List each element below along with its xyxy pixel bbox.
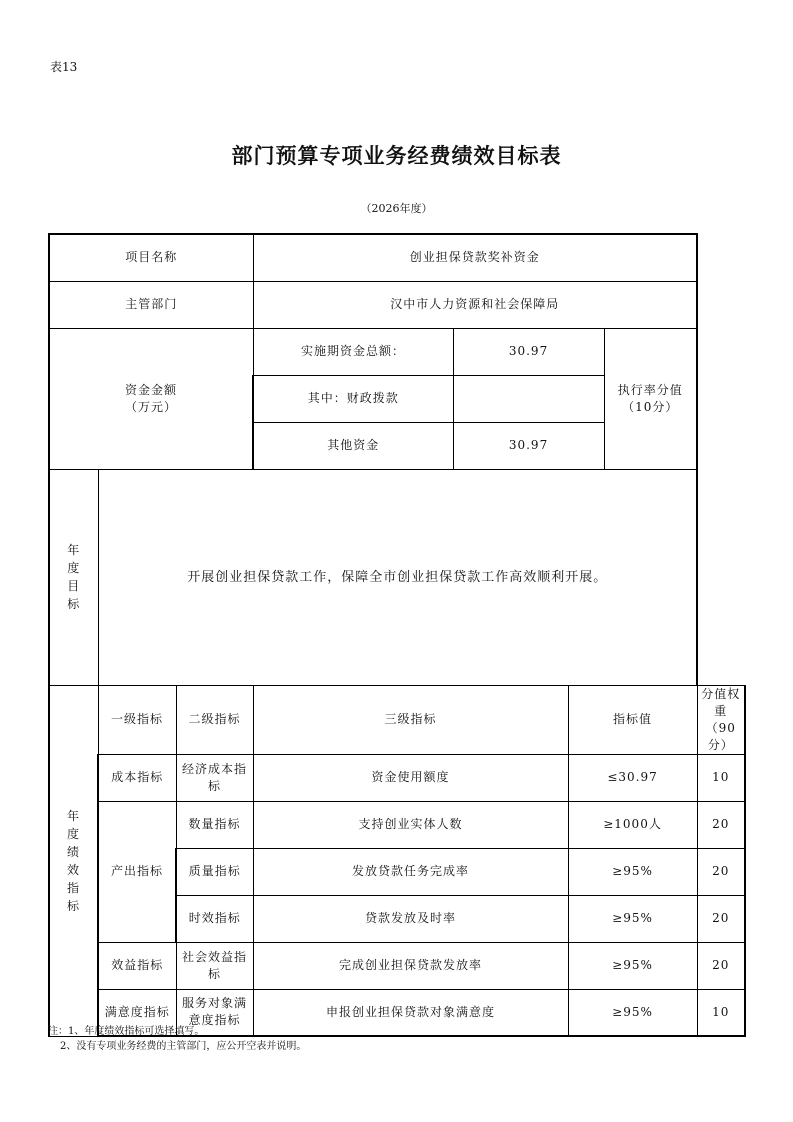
project-name-row xyxy=(49,234,745,281)
annual-goal-text: 开展创业担保贷款工作，保障全市创业担保贷款工作高效顺利开展。 xyxy=(98,469,697,685)
department-value: 汉中市人力资源和社会保障局 xyxy=(253,281,697,328)
annual-goal-label-char: 标 xyxy=(67,597,81,611)
level3-entities-supported: 支持创业实体人数 xyxy=(253,801,568,848)
document-year: （2026年度） xyxy=(360,202,433,215)
table-row xyxy=(49,942,745,989)
weight-applicant-satisfaction: 10 xyxy=(697,989,745,1036)
indicator-label-char: 标 xyxy=(66,898,80,913)
execution-rate-score xyxy=(604,328,697,469)
value-issuance-rate: ≥95% xyxy=(568,942,697,989)
department-row xyxy=(49,281,745,328)
performance-target-table xyxy=(48,233,746,1037)
department-label: 主管部门 xyxy=(49,281,253,328)
indicator-label-char: 绩 xyxy=(66,844,80,859)
indicator-label-char: 年 xyxy=(66,808,80,823)
indicator-header-row xyxy=(49,685,745,754)
funds-total-row xyxy=(49,328,745,375)
level1-output: 产出指标 xyxy=(98,801,176,942)
indicator-label-char: 效 xyxy=(66,862,80,877)
funds-finance-label: 其中：财政拨款 xyxy=(253,375,453,422)
value-fund-usage: ≤30.97 xyxy=(568,754,697,801)
table-row xyxy=(49,801,745,848)
weight-issuance-rate: 20 xyxy=(697,942,745,989)
funds-other-value: 30.97 xyxy=(453,422,604,469)
project-name-label: 项目名称 xyxy=(49,234,253,281)
level1-satisfaction: 满意度指标 xyxy=(98,989,176,1036)
header-level2: 二级指标 xyxy=(176,685,253,754)
funds-label xyxy=(49,328,253,469)
note-line-1: 注：1、年度绩效指标可选择填写。 xyxy=(48,1026,205,1037)
header-weight-line2: （90分） xyxy=(705,720,736,752)
funds-label-line2: （万元） xyxy=(125,399,178,414)
weight-timely-rate: 20 xyxy=(697,895,745,942)
annual-goal-label xyxy=(49,469,98,685)
weight-fund-usage: 10 xyxy=(697,754,745,801)
level3-applicant-satisfaction: 申报创业担保贷款对象满意度 xyxy=(253,989,568,1036)
notes xyxy=(48,1024,306,1054)
document-title: 部门预算专项业务经费绩效目标表 xyxy=(231,143,562,168)
funds-total-label: 实施期资金总额： xyxy=(253,328,453,375)
level1-benefit: 效益指标 xyxy=(98,942,176,989)
level2-quality: 质量指标 xyxy=(176,848,253,895)
level1-cost: 成本指标 xyxy=(98,754,176,801)
table-row xyxy=(49,754,745,801)
level2-service-satisfaction: 服务对象满意度指标 xyxy=(176,989,253,1036)
indicator-label-char: 度 xyxy=(66,826,80,841)
value-applicant-satisfaction: ≥95% xyxy=(568,989,697,1036)
indicator-label-char: 指 xyxy=(66,880,80,895)
header-weight-line1: 分值权重 xyxy=(701,686,741,718)
funds-label-line1: 资金金额 xyxy=(125,382,178,397)
funds-other-label: 其他资金 xyxy=(253,422,453,469)
level3-fund-usage: 资金使用额度 xyxy=(253,754,568,801)
project-name-value: 创业担保贷款奖补资金 xyxy=(253,234,697,281)
level3-timely-rate: 贷款发放及时率 xyxy=(253,895,568,942)
level2-quantity: 数量指标 xyxy=(176,801,253,848)
note-line-2: 2、没有专项业务经费的主管部门，应公开空表并说明。 xyxy=(60,1041,307,1052)
execution-rate-line1: 执行率分值 xyxy=(617,382,683,397)
header-indicator-value: 指标值 xyxy=(568,685,697,754)
weight-entities-supported: 20 xyxy=(697,801,745,848)
funds-finance-value xyxy=(453,375,604,422)
annual-goal-label-char: 目 xyxy=(67,579,81,593)
header-level3: 三级指标 xyxy=(253,685,568,754)
header-weight xyxy=(697,685,745,754)
indicator-label xyxy=(49,685,98,1036)
execution-rate-line2: （10分） xyxy=(622,399,679,414)
annual-goal-label-char: 年 xyxy=(67,543,81,557)
level2-timeliness: 时效指标 xyxy=(176,895,253,942)
header-level1: 一级指标 xyxy=(98,685,176,754)
weight-task-completion: 20 xyxy=(697,848,745,895)
level2-economic-cost: 经济成本指标 xyxy=(176,754,253,801)
level3-issuance-rate: 完成创业担保贷款发放率 xyxy=(253,942,568,989)
annual-goal-row xyxy=(49,469,745,685)
annual-goal-label-char: 度 xyxy=(67,561,81,575)
value-task-completion: ≥95% xyxy=(568,848,697,895)
funds-total-value: 30.97 xyxy=(453,328,604,375)
level2-social-benefit: 社会效益指标 xyxy=(176,942,253,989)
table-number: 表13 xyxy=(50,60,78,74)
level3-task-completion: 发放贷款任务完成率 xyxy=(253,848,568,895)
value-entities-supported: ≥1000人 xyxy=(568,801,697,848)
value-timely-rate: ≥95% xyxy=(568,895,697,942)
